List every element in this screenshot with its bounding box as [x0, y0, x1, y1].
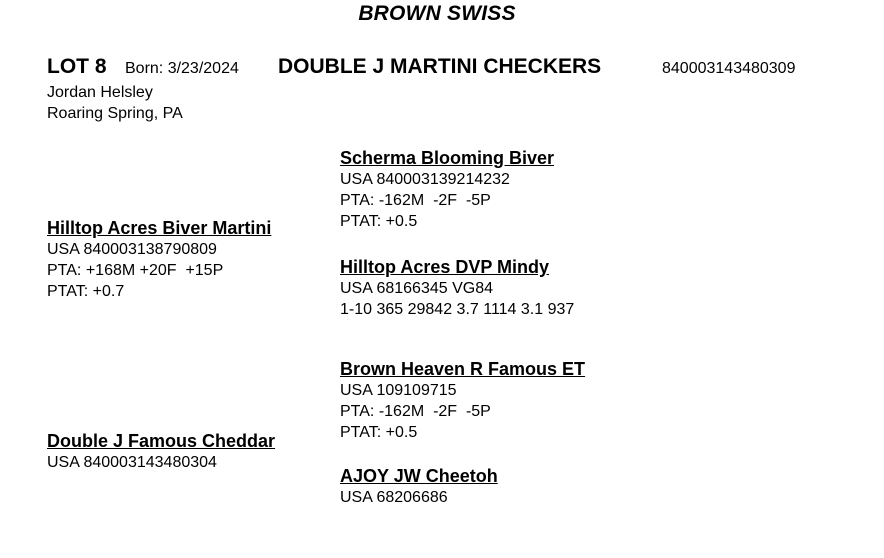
dam-dam-id: USA 68206686: [340, 489, 448, 506]
pedigree-dam: [47, 430, 275, 473]
sire-id: USA 840003138790809: [47, 241, 217, 258]
sire-ptat: PTAT: +0.7: [47, 283, 125, 300]
owner-info: [47, 82, 183, 124]
dam-id: USA 840003143480304: [47, 454, 217, 471]
pedigree-sire: [47, 217, 271, 302]
dam-dam-name: AJOY JW Cheetoh: [340, 466, 498, 486]
sire-name: Hilltop Acres Biver Martini: [47, 218, 272, 238]
dam-sire-ptat: PTAT: +0.5: [340, 424, 418, 441]
birth-date: Born: 3/23/2024: [125, 60, 239, 77]
animal-registration-id: 840003143480309: [662, 60, 796, 77]
animal-name: DOUBLE J MARTINI CHECKERS: [278, 55, 602, 78]
sire-sire-id: USA 840003139214232: [340, 171, 510, 188]
pedigree-sire-dam: [340, 256, 574, 320]
breed-title: BROWN SWISS: [358, 2, 516, 25]
dam-name: Double J Famous Cheddar: [47, 431, 276, 451]
sire-pta: PTA: +168M +20F +15P: [47, 262, 224, 279]
dam-sire-name: Brown Heaven R Famous ET: [340, 359, 586, 379]
lot-number: LOT 8: [47, 55, 107, 78]
sire-dam-record: 1-10 365 29842 3.7 1114 3.1 937: [340, 301, 575, 318]
pedigree-dam-sire: [340, 358, 585, 443]
dam-sire-id: USA 109109715: [340, 382, 457, 399]
sire-sire-ptat: PTAT: +0.5: [340, 213, 418, 230]
pedigree-dam-dam: [340, 465, 498, 508]
sire-sire-pta: PTA: -162M -2F -5P: [340, 192, 491, 209]
sire-sire-name: Scherma Blooming Biver: [340, 148, 555, 168]
sire-dam-id: USA 68166345 VG84: [340, 280, 494, 297]
dam-sire-pta: PTA: -162M -2F -5P: [340, 403, 491, 420]
owner-location: Roaring Spring, PA: [47, 105, 183, 122]
sire-dam-name: Hilltop Acres DVP Mindy: [340, 257, 550, 277]
pedigree-sire-sire: [340, 147, 554, 232]
owner-name: Jordan Helsley: [47, 84, 153, 101]
